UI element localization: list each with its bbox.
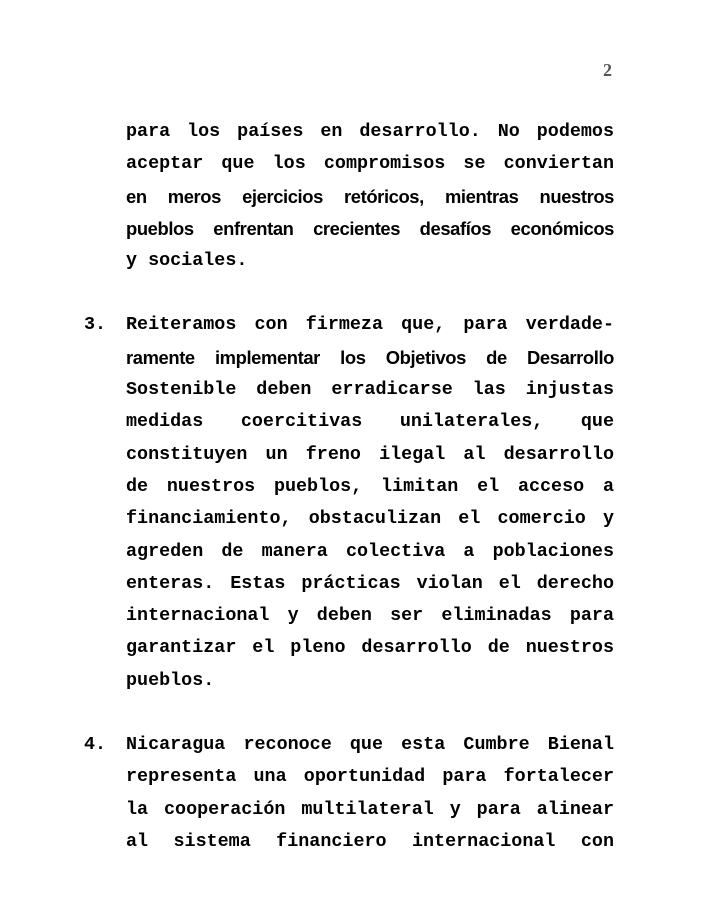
text-line: al sistema financiero internacional con xyxy=(126,830,614,852)
text-line: en meros ejercicios retóricos, mientras nuestros xyxy=(126,185,614,207)
text-line: Reiteramos con firmeza que, para verdade- xyxy=(126,314,614,336)
text-line: internacional y deben ser eliminadas para xyxy=(126,605,614,627)
text-line: agreden de manera colectiva a poblaciones xyxy=(126,540,614,562)
document-body xyxy=(84,116,614,858)
text-line: ramente implementar los Objetivos de Desarrollo xyxy=(126,346,614,368)
text-line: financiamiento, obstaculizan el comercio y xyxy=(126,508,614,530)
paragraph-number: 3. xyxy=(84,314,107,336)
text-line: para los países en desarrollo. No podemos xyxy=(126,121,614,142)
text-line: y sociales. xyxy=(126,250,248,272)
text-line: enteras. Estas prácticas violan el derecho xyxy=(126,572,614,594)
text-line: constituyen un freno ilegal al desarrollo xyxy=(126,443,614,465)
text-line: Sostenible deben erradicarse las injustas xyxy=(126,379,614,401)
text-line: aceptar que los compromisos se conviertan xyxy=(126,153,614,175)
page-number: 2 xyxy=(603,60,612,80)
text-line: pueblos. xyxy=(126,669,215,691)
text-line: Nicaragua reconoce que esta Cumbre Bienal xyxy=(126,734,614,756)
text-line: de nuestros pueblos, limitan el acceso a xyxy=(126,475,614,497)
text-line: garantizar el pleno desarrollo de nuestros xyxy=(126,637,614,659)
text-line: la cooperación multilateral y para alinear xyxy=(126,798,614,820)
text-line: pueblos enfrentan crecientes desafíos económicos xyxy=(126,217,614,239)
paragraph-continuation xyxy=(84,116,614,277)
paragraph-number: 4. xyxy=(84,734,107,756)
text-line: representa una oportunidad para fortalecer xyxy=(126,766,614,788)
paragraph-3 xyxy=(84,309,614,697)
text-line: medidas coercitivas unilaterales, que xyxy=(126,411,614,433)
paragraph-4 xyxy=(84,729,614,858)
